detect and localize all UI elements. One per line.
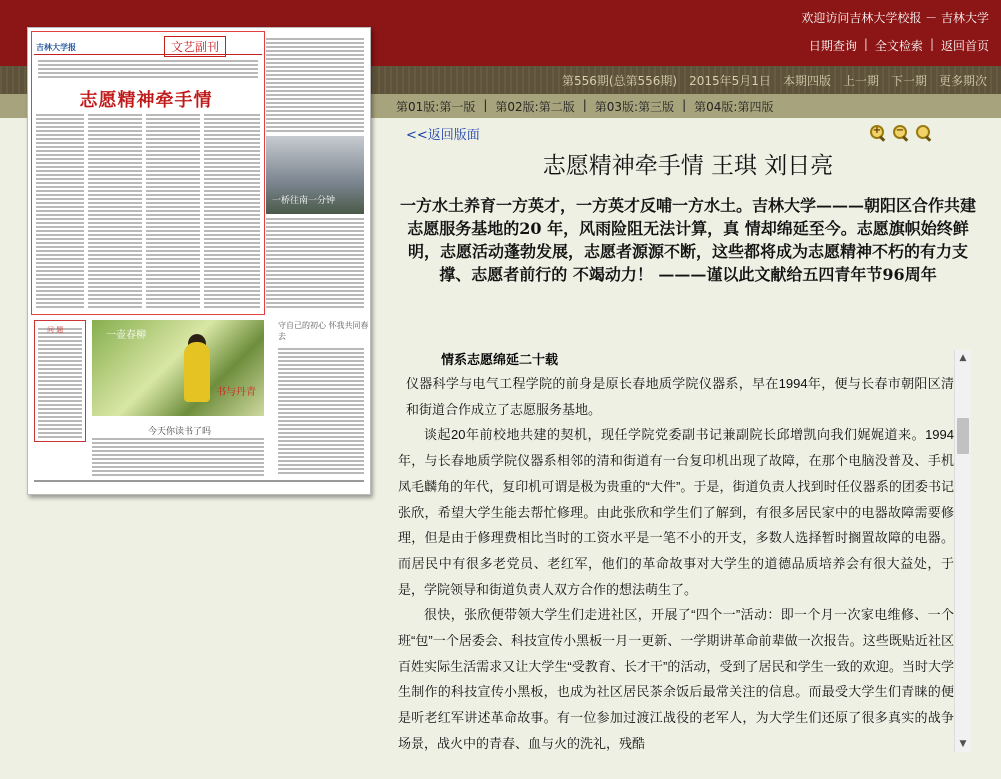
divider: |: [483, 98, 488, 112]
preview-text-line: [278, 448, 364, 450]
article-scrollbar[interactable]: [954, 350, 971, 752]
next-issue-link[interactable]: 下一期: [890, 74, 927, 88]
preview-text-line: [266, 282, 364, 284]
preview-text-line: [266, 102, 364, 104]
welcome-text: 欢迎访问吉林大学校报 － 吉林大学: [801, 11, 989, 25]
preview-text-line: [278, 348, 364, 350]
preview-text-line: [266, 106, 364, 108]
back-to-page-link[interactable]: <<返回版面: [406, 128, 480, 143]
preview-text-line: [92, 454, 264, 456]
zoom-tools: [869, 124, 932, 141]
preview-text-line: [92, 458, 264, 460]
preview-text-line: [266, 114, 364, 116]
preview-text-line: [266, 122, 364, 124]
issue-date: 2015年5月1日: [689, 74, 771, 88]
preview-text-line: [266, 58, 364, 60]
issue-bar: [562, 72, 987, 89]
scroll-up-arrow-icon[interactable]: ▲: [959, 353, 967, 363]
preview-text-line: [278, 412, 364, 414]
preview-text-line: [266, 110, 364, 112]
preview-text-line: [92, 470, 264, 472]
preview-text-line: [266, 294, 364, 296]
preview-text-line: [266, 290, 364, 292]
preview-text-line: [278, 420, 364, 422]
preview-side-box: [34, 320, 86, 442]
article-lead: 一方水土养育一方英才，一方英才反哺一方水土。吉林大学———朝阳区合作共建志愿服务基地的20 年，风雨险阻无法计算，真 情却绵延至今。志愿旗帜始终鲜明，志愿活动蓬勃发展，志愿者源源不断，这些都将成为志愿精神不朽的有力支撑、志愿者前行的 不竭动力！ ———谨以此文献给五四青年节96周年: [399, 196, 976, 284]
preview-text-line: [278, 440, 364, 442]
preview-text-line: [278, 400, 364, 402]
preview-text-line: [266, 86, 364, 88]
divider: |: [582, 98, 587, 112]
preview-text-line: [266, 38, 364, 40]
preview-text-line: [266, 230, 364, 232]
preview-text-line: [266, 54, 364, 56]
current-edition-link[interactable]: 本期四版: [782, 74, 831, 88]
preview-text-line: [266, 234, 364, 236]
preview-text-line: [278, 428, 364, 430]
preview-text-line: [266, 62, 364, 64]
preview-text-line: [278, 464, 364, 466]
preview-text-line: [278, 372, 364, 374]
preview-text-line: [266, 42, 364, 44]
preview-photo-bridge: [266, 136, 364, 214]
preview-text-line: [278, 460, 364, 462]
preview-text-line: [278, 388, 364, 390]
preview-text-line: [266, 266, 364, 268]
version-link-3[interactable]: 第03版:第三版: [594, 100, 675, 114]
divider: |: [863, 37, 868, 51]
preview-text-line: [92, 442, 264, 444]
preview-text-line: [278, 368, 364, 370]
preview-text-line: [266, 306, 364, 308]
preview-text-line: [92, 466, 264, 468]
preview-text-line: [92, 450, 264, 452]
date-query-link[interactable]: 日期查询: [808, 39, 857, 53]
preview-text-line: [266, 270, 364, 272]
preview-text-line: [278, 360, 364, 362]
preview-right-heading: 守自己的初心 怀我共同春去: [278, 321, 369, 341]
preview-text-line: [278, 436, 364, 438]
preview-text-line: [266, 46, 364, 48]
version-list: [396, 98, 773, 115]
article-subtitle: 情系志愿绵延二十载: [441, 352, 559, 367]
preview-text-line: [266, 222, 364, 224]
preview-text-line: [266, 94, 364, 96]
version-link-2[interactable]: 第02版:第二版: [495, 100, 575, 114]
more-issues-link[interactable]: 更多期次: [938, 74, 987, 88]
article-title: 志愿精神牵手情 王琪 刘日亮: [542, 153, 834, 179]
preview-text-line: [278, 444, 364, 446]
preview-text-line: [266, 262, 364, 264]
preview-text-line: [266, 278, 364, 280]
scroll-thumb[interactable]: [957, 418, 969, 454]
photo-caption: 一壶春柳: [106, 330, 146, 341]
preview-text-line: [266, 302, 364, 304]
photo-caption: 一桥往南一分钟: [272, 196, 336, 206]
preview-text-line: [266, 50, 364, 52]
preview-text-line: [266, 70, 364, 72]
preview-text-line: [92, 438, 264, 440]
preview-text-line: [92, 474, 264, 476]
preview-text-line: [278, 404, 364, 406]
preview-text-line: [266, 118, 364, 120]
zoom-in-icon[interactable]: +: [869, 124, 886, 141]
article-paragraph: 仪器科学与电气工程学院的前身是原长春地质学院仪器系，早在1994年，便与长春市朝阳区清和街道合作成立了志愿服务基地。: [406, 376, 954, 417]
preview-text-line: [278, 468, 364, 470]
preview-text-line: [266, 78, 364, 80]
preview-footer-rule: [34, 480, 364, 482]
preview-text-line: [278, 356, 364, 358]
page-preview[interactable]: [27, 27, 371, 495]
preview-text-line: [266, 126, 364, 128]
preview-photo-reading: [92, 320, 264, 416]
photo-figure: [184, 342, 210, 402]
preview-text-line: [266, 250, 364, 252]
top-links: [809, 37, 989, 54]
preview-text-line: [266, 246, 364, 248]
preview-text-line: [92, 446, 264, 448]
preview-text-line: [278, 472, 364, 474]
fulltext-search-link[interactable]: 全文检索: [874, 39, 923, 53]
preview-text-line: [266, 242, 364, 244]
preview-text-line: [278, 364, 364, 366]
preview-text-line: [266, 226, 364, 228]
preview-text-line: [266, 286, 364, 288]
divider: |: [929, 37, 934, 51]
preview-text-line: [278, 352, 364, 354]
preview-text-line: [266, 218, 364, 220]
article-body[interactable]: [398, 348, 954, 752]
preview-text-line: [266, 74, 364, 76]
prev-issue-link[interactable]: 上一期: [842, 74, 879, 88]
newspaper-masthead: 吉林大学报: [36, 43, 76, 52]
preview-text-line: [278, 380, 364, 382]
preview-text-line: [278, 392, 364, 394]
version-link-1[interactable]: 第01版:第一版: [396, 100, 476, 114]
preview-text-line: [278, 408, 364, 410]
preview-text-line: [278, 416, 364, 418]
preview-text-line: [278, 432, 364, 434]
preview-text-line: [266, 254, 364, 256]
preview-text-line: [278, 396, 364, 398]
issue-number: 第556期(总第556期): [561, 74, 678, 88]
preview-text-line: [266, 298, 364, 300]
photo-signature: 书与丹青: [216, 387, 256, 398]
preview-text-line: [266, 82, 364, 84]
article-highlight-box[interactable]: [31, 31, 265, 315]
preview-text-line: [266, 66, 364, 68]
article-paragraph: 很快，张欣便带领大学生们走进社区，开展了“四个一”活动：即一个月一次家电维修、一个班“包”一个居委会、科技宣传小黑板一月一更新、一学期讲革命前辈做一次报告。这些既贴近社区百姓实际生活需求又让大学生“受教育、长才干”的活动，受到了居民和学生一致的欢迎。当时大学生制作的科技宣传小黑板，也成为社区居民茶余饭后最常关注的信息。而最受大学生们青睐的便是听老红军讲述革命故事。有一位参加过渡江战役的老军人，为大学生们还原了很多真实的战争场景，战火中的青春、血与火的洗礼，残酷: [398, 607, 954, 751]
divider: |: [682, 98, 687, 112]
preview-text-line: [266, 90, 364, 92]
preview-text-line: [278, 384, 364, 386]
search-icon[interactable]: [915, 124, 932, 141]
preview-text-line: [266, 274, 364, 276]
preview-text-line: [278, 452, 364, 454]
preview-subheadline: 今天你读书了吗: [148, 427, 212, 437]
scroll-down-arrow-icon[interactable]: ▼: [959, 739, 967, 749]
section-title: 文艺副刊: [164, 36, 226, 57]
zoom-out-icon[interactable]: −: [892, 124, 909, 141]
article-paragraph: 谈起20年前校地共建的契机，现任学院党委副书记兼副院长邱增凯向我们娓娓道来。1994年，与长春地质学院仪器系相邻的清和街道有一台复印机出现了故障，在那个电脑没普及、手机凤毛麟角的年代，复印机可谓是极为贵重的“大件”。于是，街道负责人找到时任仪器系的团委书记张欣，希望大学生能去帮忙修理。由此张欣和学生们了解到，有很多居民家中的电器故障需要修理，但是由于修理费相比当时的工资水平是一笔不小的开支，多数人选择暂时搁置故障的电器。而居民中有很多老党员、老红军，他们的革命故事对大学生的道德品质培养会有很大益处，于是，学院领导和街道负责人双方合作的想法萌生了。: [398, 427, 954, 597]
preview-text-line: [266, 258, 364, 260]
preview-text-line: [278, 376, 364, 378]
home-link[interactable]: 返回首页: [940, 39, 989, 53]
side-box-label: 问 题: [47, 326, 64, 334]
preview-text-line: [266, 130, 364, 132]
preview-text-line: [92, 462, 264, 464]
preview-text-line: [278, 456, 364, 458]
version-link-4[interactable]: 第04版:第四版: [694, 100, 774, 114]
preview-headline: 志愿精神牵手情: [79, 90, 213, 111]
preview-text-line: [266, 98, 364, 100]
preview-text-line: [278, 424, 364, 426]
preview-text-line: [266, 238, 364, 240]
